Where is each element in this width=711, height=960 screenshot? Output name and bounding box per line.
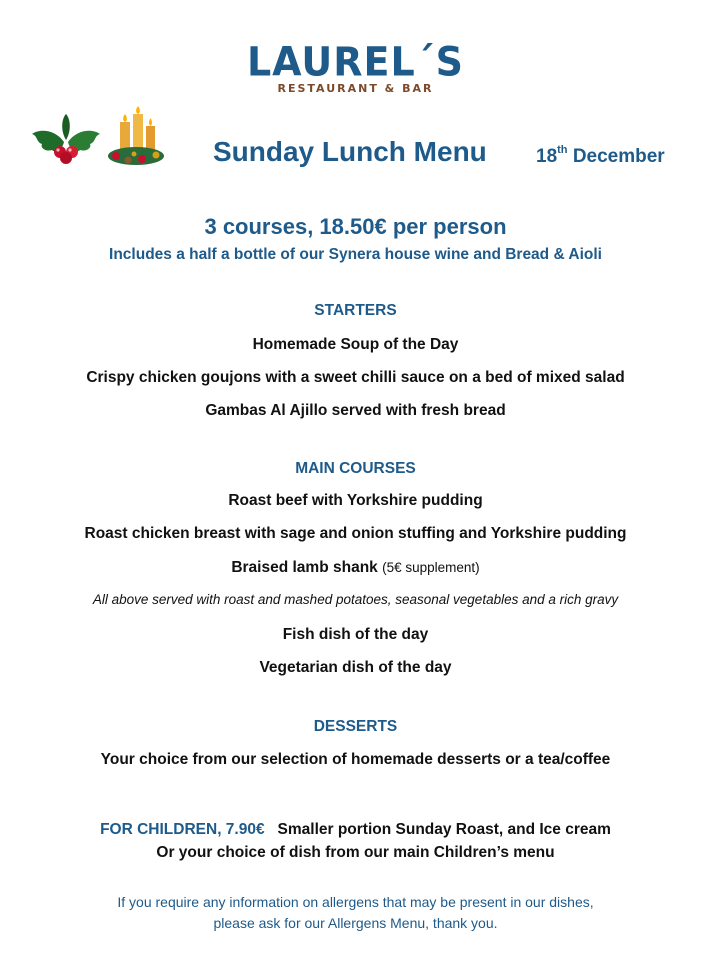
date-day: 18 xyxy=(536,146,558,167)
mains-note: All above served with roast and mashed potatoes, seasonal vegetables and a rich gravy xyxy=(92,592,619,607)
allergen-line-1: If you require any information on allergens that may be present in our dishes, xyxy=(117,894,594,910)
starters-heading: STARTERS xyxy=(314,302,397,319)
lamb-label: Braised lamb shank xyxy=(231,559,378,576)
allergen-line-2: please ask for our Allergens Menu, thank you. xyxy=(213,915,498,931)
christmas-candles-icon xyxy=(106,104,166,166)
dessert-item: Your choice from our selection of homemade desserts or a tea/coffee xyxy=(100,751,611,768)
children-offer xyxy=(0,821,711,839)
main-item: Fish dish of the day xyxy=(282,626,429,643)
children-offer-text: Smaller portion Sunday Roast, and Ice cream xyxy=(277,821,611,838)
main-item: Vegetarian dish of the day xyxy=(259,659,452,676)
starter-item: Crispy chicken goujons with a sweet chilli sauce on a bed of mixed salad xyxy=(86,369,625,386)
restaurant-logo xyxy=(0,40,711,96)
price-line: 3 courses, 18.50€ per person xyxy=(204,214,507,239)
children-label: FOR CHILDREN, 7.90€ xyxy=(100,821,265,838)
date-month: December xyxy=(572,146,665,167)
menu-title: Sunday Lunch Menu xyxy=(213,136,487,167)
children-alt: Or your choice of dish from our main Children’s menu xyxy=(156,844,555,861)
starter-item: Homemade Soup of the Day xyxy=(252,336,459,353)
lamb-supplement: (5€ supplement) xyxy=(382,560,480,575)
main-item-lamb xyxy=(0,559,711,577)
includes-line: Includes a half a bottle of our Synera house wine and Bread & Aioli xyxy=(109,246,602,263)
logo-name: LAUREL´S xyxy=(246,38,465,86)
desserts-heading: DESSERTS xyxy=(313,718,398,735)
main-courses-heading: MAIN COURSES xyxy=(295,460,416,477)
main-item: Roast beef with Yorkshire pudding xyxy=(228,492,483,509)
menu-date xyxy=(536,144,665,168)
logo-tagline: RESTAURANT & BAR xyxy=(277,82,434,95)
starter-item: Gambas Al Ajillo served with fresh bread xyxy=(205,402,506,419)
main-item: Roast chicken breast with sage and onion stuffing and Yorkshire pudding xyxy=(84,525,627,542)
date-suffix: th xyxy=(557,144,568,156)
holly-icon xyxy=(30,112,102,166)
